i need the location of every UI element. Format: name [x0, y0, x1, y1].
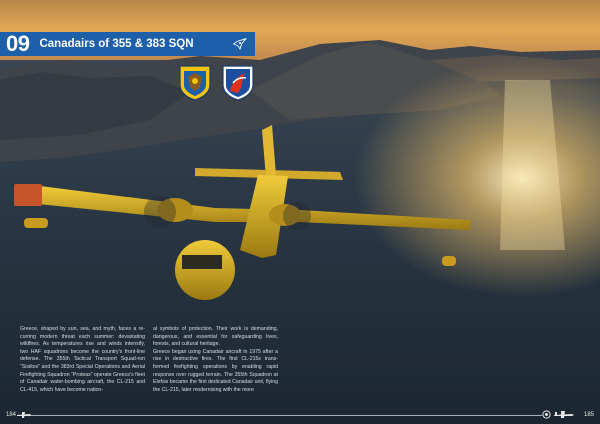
- chapter-title-bar: [0, 32, 255, 56]
- 355-squadron-emblem: [178, 63, 212, 101]
- body-text-left-column: Greece, shaped by sun, sea, and myth, faces a re-curring modern threat each summer: devastating wildfires. As temperatures rise and winds intensify, two HAF squadrons become the country's front-line defense. The 355th Tactical Transport Squad-ron “Sisiitos” and the 383rd Special Operations and Aerial Firefighting Squadron “Proteas” operate Greece's fleet of Canadair water-bombing aircraft, the CL-215 and CL-415, which have become nation-: [20, 326, 145, 393]
- 383-squadron-emblem: [221, 63, 255, 101]
- page-marker-icon: [542, 410, 551, 419]
- chapter-number: 09: [6, 31, 30, 56]
- body-text-right-column: al symbols of protection. Their work is demanding, dangerous, and essential for safeguarding lives, forests, and cultural heritage. Greece began using Canadair aircraft in 1975 after a rise in destructive fires. The first CL-215s trans-formed firefighting operations by enabling rapid response over rugged terrain. The 355th Squadron at Elefsis became the first dedicated Canadair unit, flying the CL-215, later modernising with the more: [153, 326, 278, 393]
- airplane-icon: [553, 410, 575, 418]
- page-number-left: 184: [6, 412, 17, 418]
- haf-logo-icon: [231, 35, 249, 53]
- chapter-title: Canadairs of 355 & 383 SQN: [39, 38, 194, 50]
- airplane-icon: [16, 410, 32, 418]
- page-number-right: 185: [583, 412, 594, 418]
- footer-rule: [22, 415, 542, 416]
